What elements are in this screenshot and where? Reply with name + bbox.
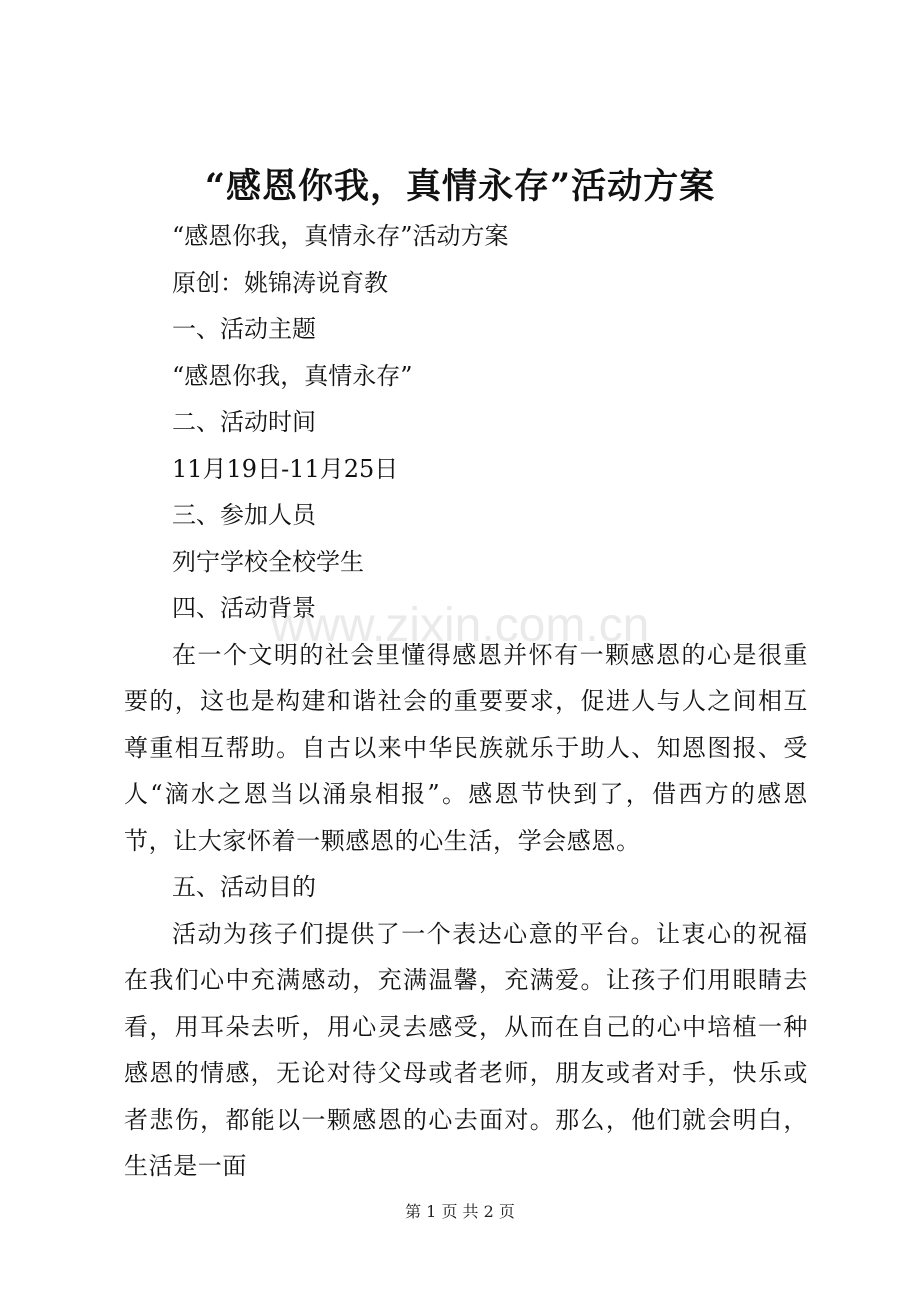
- purpose-paragraph: 活动为孩子们提供了一个表达心意的平台。让衷心的祝福在我们心中充满感动，充满温馨，充满爱。让孩子们用眼睛去看，用耳朵去听，用心灵去感受，从而在自己的心中培植一种感恩的情感，无论对待父母或者老师，朋友或者对手，快乐或者悲伤，都能以一颗感恩的心去面对。那么，他们就会明白，生活是一面: [124, 919, 808, 1180]
- section-heading-purpose: 五、活动目的: [172, 873, 316, 901]
- subtitle-line: “感恩你我，真情永存”活动方案: [172, 222, 509, 250]
- page-footer: 第 1 页 共 2 页: [405, 1202, 515, 1221]
- watermark: www.zixin.com.cn: [270, 599, 650, 652]
- background-paragraph: 在一个文明的社会里懂得感恩并怀有一颗感恩的心是很重要的，这也是构建和谐社会的重要要求，促进人与人之间相互尊重相互帮助。自古以来中华民族就乐于助人、知恩图报、受人“滴水之恩当以涌泉相报”。感恩节快到了，借西方的感恩节，让大家怀着一颗感恩的心生活，学会感恩。: [124, 640, 808, 855]
- document-title: “感恩你我，真情永存”活动方案: [204, 166, 716, 207]
- section-heading-theme: 一、活动主题: [172, 315, 316, 343]
- time-text: 11月19日-11月25日: [172, 454, 399, 483]
- theme-text: “感恩你我，真情永存”: [172, 361, 413, 390]
- section-heading-background: 四、活动背景: [172, 594, 316, 622]
- document-body: [124, 213, 808, 1190]
- section-heading-participants: 三、参加人员: [172, 501, 316, 529]
- participants-text: 列宁学校全校学生: [172, 547, 364, 576]
- section-heading-time: 二、活动时间: [172, 408, 316, 436]
- author-line: 原创：姚锦涛说育教: [172, 268, 388, 297]
